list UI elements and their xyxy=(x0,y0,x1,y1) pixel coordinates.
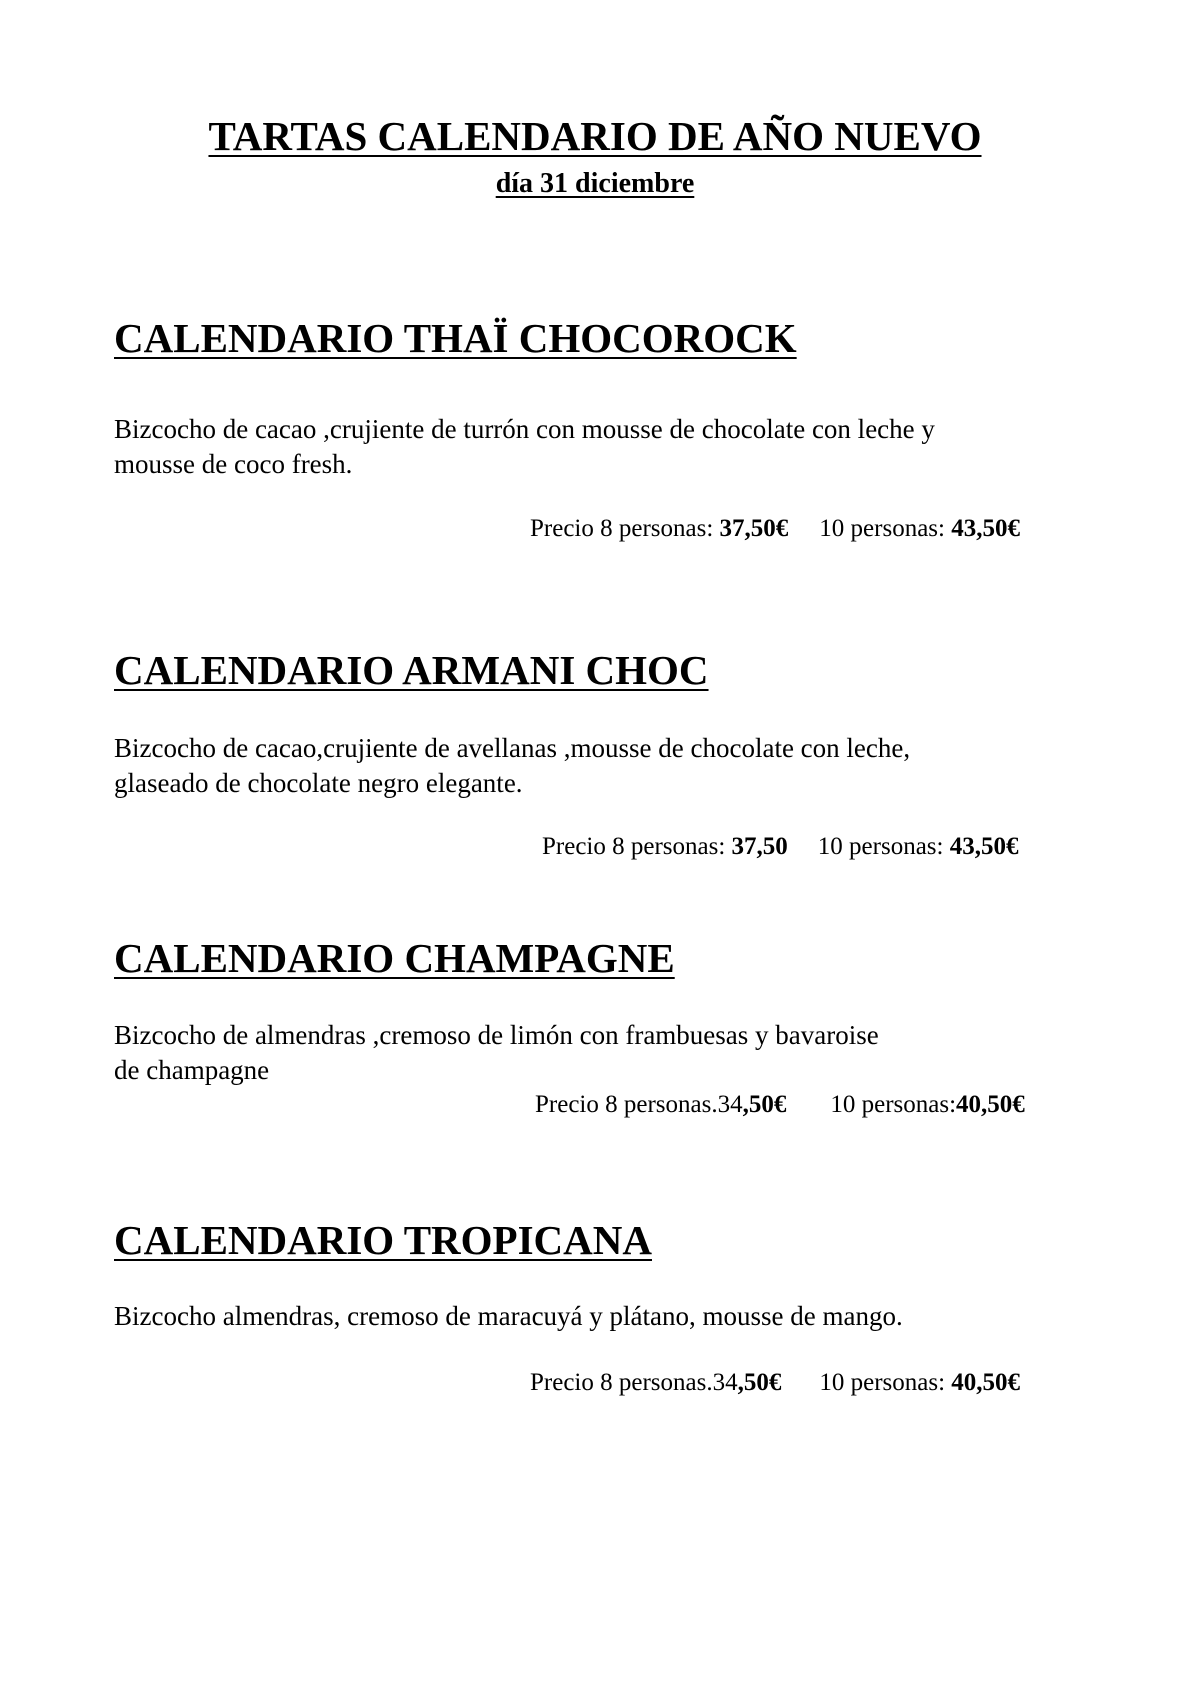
cake-description: Bizcocho de almendras ,cremoso de limón con frambuesas y bavaroise de champagne xyxy=(114,1020,879,1085)
cake-title: CALENDARIO CHAMPAGNE xyxy=(114,935,675,981)
page-subtitle: día 31 diciembre xyxy=(495,168,695,199)
price-line xyxy=(535,1091,1025,1119)
price-8-label: Precio 8 personas.34 xyxy=(530,1369,738,1396)
price-8-value: 37,50 xyxy=(731,833,788,860)
price-8-label: Precio 8 personas: xyxy=(530,515,720,542)
price-line xyxy=(530,1369,1020,1397)
price-10-value: 40,50€ xyxy=(951,1369,1021,1396)
price-8-value: ,50€ xyxy=(742,1091,787,1118)
price-line xyxy=(530,515,1020,543)
cake-title: CALENDARIO ARMANI CHOC xyxy=(114,647,709,693)
page-title: TARTAS CALENDARIO DE AÑO NUEVO xyxy=(208,113,982,159)
price-10-label: 10 personas: xyxy=(817,833,950,860)
price-8-value: 37,50€ xyxy=(719,515,789,542)
price-line xyxy=(542,833,1018,861)
price-8-value: ,50€ xyxy=(737,1369,782,1396)
price-10-value: 43,50€ xyxy=(949,833,1019,860)
price-8-label: Precio 8 personas: xyxy=(542,833,732,860)
cake-description: Bizcocho de cacao ,crujiente de turrón con mousse de chocolate con leche y mousse de coco fresh. xyxy=(114,414,935,479)
cake-title: CALENDARIO TROPICANA xyxy=(114,1217,652,1263)
cake-description: Bizcocho almendras, cremoso de maracuyá y plátano, mousse de mango. xyxy=(114,1301,903,1331)
price-8-label: Precio 8 personas.34 xyxy=(535,1091,743,1118)
price-10-value: 43,50€ xyxy=(951,515,1020,542)
price-10-value: 40,50€ xyxy=(956,1091,1025,1118)
cake-title: CALENDARIO THAÏ CHOCOROCK xyxy=(114,315,797,361)
price-10-label: 10 personas: xyxy=(819,1369,952,1396)
price-10-label: 10 personas: xyxy=(819,515,952,542)
price-10-label: 10 personas: xyxy=(830,1091,957,1118)
cake-description: Bizcocho de cacao,crujiente de avellanas ,mousse de chocolate con leche, glaseado de chocolate negro elegante. xyxy=(114,733,911,798)
